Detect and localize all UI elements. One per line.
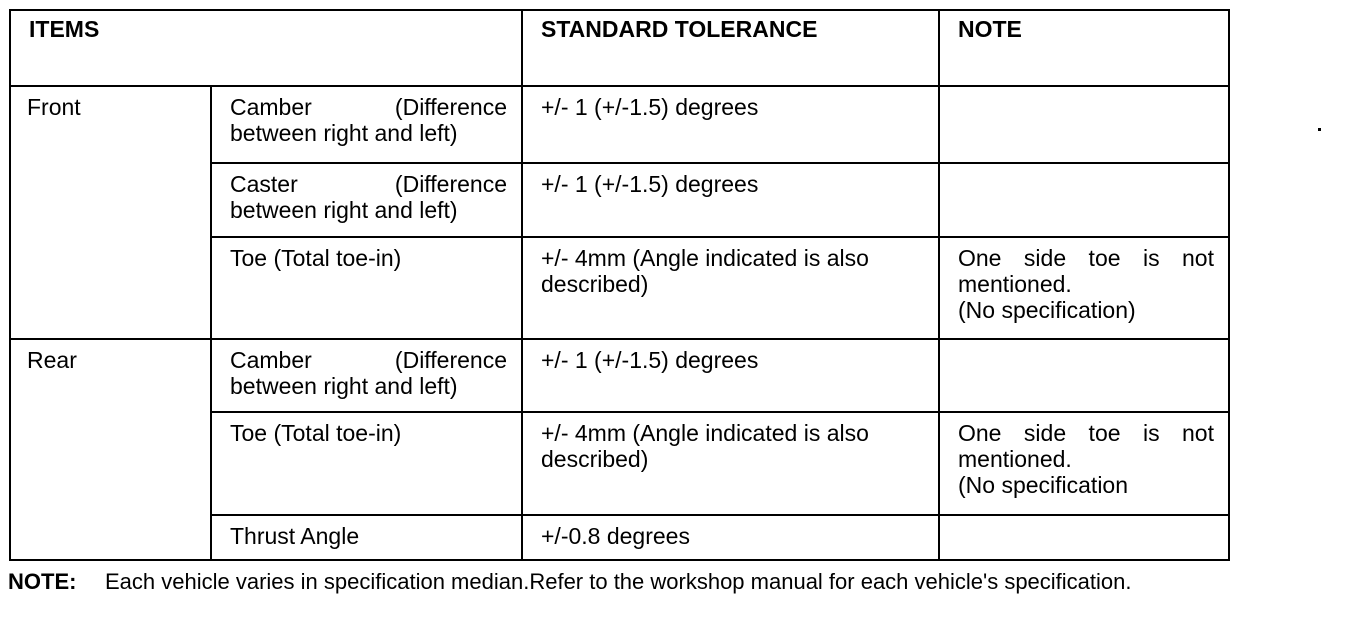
- item-cell: Toe (Total toe-in): [211, 237, 522, 339]
- stray-dot: [1318, 128, 1321, 131]
- note-cell: [939, 163, 1229, 237]
- tolerance-cell: +/- 1 (+/-1.5) degrees: [522, 339, 939, 412]
- item-cell: Caster (Difference between right and left): [211, 163, 522, 237]
- header-items: ITEMS: [10, 10, 522, 86]
- footer-note-label: NOTE:: [8, 569, 77, 594]
- footer-note: [8, 568, 1348, 595]
- tolerance-cell: +/- 1 (+/-1.5) degrees: [522, 86, 939, 163]
- group-label-front: Front: [10, 86, 211, 339]
- item-cell: Toe (Total toe-in): [211, 412, 522, 515]
- footer-note-text: Each vehicle varies in specification median.Refer to the workshop manual for each vehicle's specification.: [105, 569, 1132, 594]
- tolerance-cell: +/- 4mm (Angle indicated is also described): [522, 237, 939, 339]
- note-line: One side toe is not mentioned.: [958, 420, 1214, 472]
- note-cell: [939, 515, 1229, 560]
- table-row: [10, 339, 1229, 412]
- note-line: (No specification: [958, 472, 1129, 498]
- tolerance-cell: +/- 4mm (Angle indicated is also described): [522, 412, 939, 515]
- group-label-rear: Rear: [10, 339, 211, 560]
- note-line: (No specification): [958, 297, 1136, 323]
- header-note: NOTE: [939, 10, 1229, 86]
- note-cell: [939, 86, 1229, 163]
- tolerance-cell: +/-0.8 degrees: [522, 515, 939, 560]
- note-cell: [939, 412, 1229, 515]
- table-header-row: [10, 10, 1229, 86]
- item-cell: Thrust Angle: [211, 515, 522, 560]
- tolerance-cell: +/- 1 (+/-1.5) degrees: [522, 163, 939, 237]
- note-line: One side toe is not mentioned.: [958, 245, 1214, 297]
- alignment-spec-table: [9, 9, 1230, 561]
- header-standard-tolerance: STANDARD TOLERANCE: [522, 10, 939, 86]
- table-row: [10, 86, 1229, 163]
- note-cell: [939, 339, 1229, 412]
- item-cell: Camber (Difference between right and left): [211, 339, 522, 412]
- note-cell: [939, 237, 1229, 339]
- item-cell: Camber (Difference between right and left): [211, 86, 522, 163]
